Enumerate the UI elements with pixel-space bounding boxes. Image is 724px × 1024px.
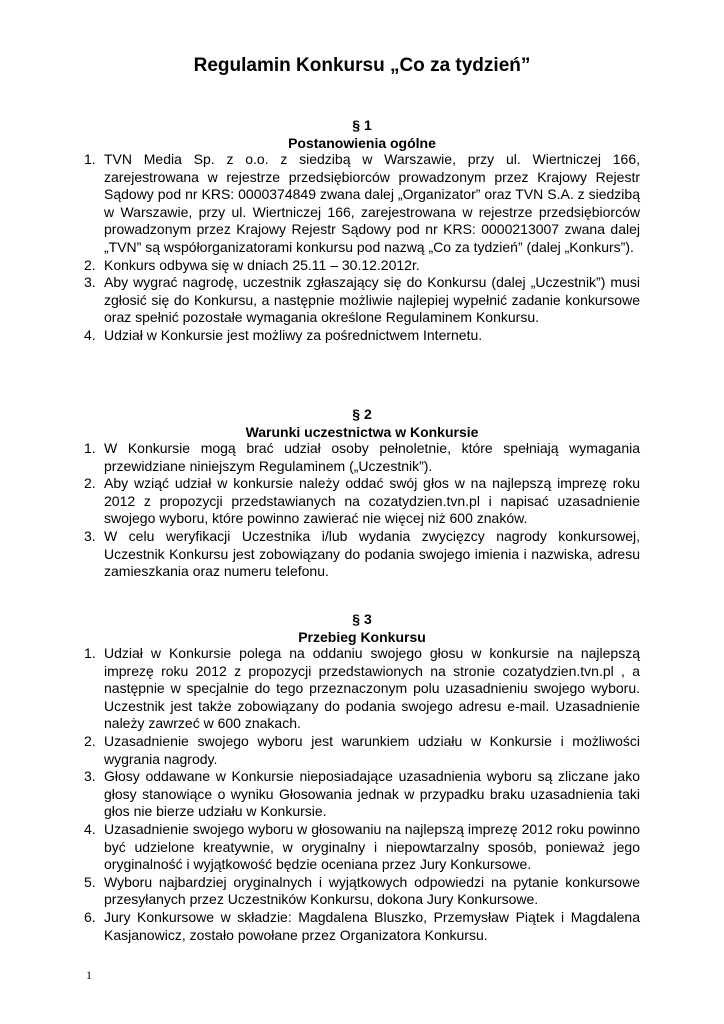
section-heading: Warunki uczestnictwa w Konkursie (245, 424, 479, 440)
item-text: Głosy oddawane w Konkursie nieposiadające uzasadnienia wyboru są zliczane jako głosy stanowiące o wyniku Głosowania jednak w przypadku braku uzasadnienia taki głos nie bierze udziału w Konkursie. (104, 768, 640, 820)
item-number: 2. (84, 475, 96, 492)
item-text: Jury Konkursowe w składzie: Magdalena Bluszko, Przemysław Piątek i Magdalena Kasjanowicz, zostało powołane przez Organizatora Konkursu. (104, 908, 640, 943)
item-number: 5. (84, 873, 96, 890)
item-text: TVN Media Sp. z o.o. z siedzibą w Warszawie, przy ul. Wiertniczej 166, zarejestrowana w rejestrze przedsiębiorców prowadzonym przez Krajowy Rejestr Sądowy pod nr KRS: 0000374849 zwana dalej „Organizator” oraz TVN S.A. z siedzibą w Warszawie, przy ul. Wiertniczej 166, zarejestrowana w rejestrze przedsiębiorców prowadzonym przez Krajowy Rejestr Sądowy pod nr KRS: 0000213007 zwana dalej „TVN” są współorganizatorami konkursu pod nazwą „Co za tydzień” (dalej „Konkurs”). (104, 151, 640, 255)
item-number: 4. (84, 820, 96, 837)
list-item (84, 257, 640, 275)
section-1-header (0, 116, 724, 152)
section-2-list (84, 440, 640, 581)
item-number: 1. (84, 645, 96, 661)
item-number: 6. (84, 908, 96, 925)
item-number: 2. (84, 732, 96, 749)
item-text: Uzasadnienie swojego wyboru w głosowaniu na najlepszą imprezę 2012 roku powinno być udzielone kreatywnie, w oryginalny i niepowtarzalny sposób, ponieważ jego oryginalność i wyjątkowość będzie oceniana przez Jury Konkursowe. (104, 820, 640, 873)
item-number: 3. (84, 768, 96, 785)
section-number: § 2 (352, 406, 372, 422)
list-item (84, 874, 640, 909)
list-item (84, 528, 640, 581)
item-text: W celu weryfikacji Uczestnika i/lub wydania zwycięzcy nagrody konkursowej, Uczestnik Konkursu jest zobowiązany do podania swojego imienia i nazwiska, adresu zamieszkania oraz numeru telefonu. (104, 527, 640, 580)
item-number: 1. (84, 151, 96, 167)
list-item (84, 274, 640, 327)
document-title: Regulamin Konkursu „Co za tydzień” (193, 55, 531, 76)
item-text: Udział w Konkursie polega na oddaniu swojego głosu w konkursie na najlepszą imprezę roku 2012 z propozycji przedstawionych na stronie cozatydzien.tvn.pl , a następnie w specjalnie do tego przeznaczonym polu uzasadnieniu swojego wyboru. Uczestnik jest także zobowiązany do podania swojego adresu e-mail. Uzasadnienie należy zawrzeć w 600 znakach. (104, 645, 640, 732)
item-number: 3. (84, 527, 96, 544)
item-text: Aby wziąć udział w konkursie należy oddać swój głos w na najlepszą imprezę roku 2012 z propozycji przedstawianych na cozatydzien.tvn.pl i napisać uzasadnienie swojego wyboru, które powinno zawierać nie więcej niż 600 znaków. (104, 475, 640, 527)
item-text: Aby wygrać nagrodę, uczestnik zgłaszający się do Konkursu (dalej „Uczestnik”) musi zgłosić się do Konkursu, a następnie możliwie najlepiej wypełnić zadanie konkursowe oraz spełnić pozostałe wymagania określone Regulaminem Konkursu. (104, 274, 640, 326)
section-heading: Przebieg Konkursu (298, 629, 426, 645)
list-item (84, 821, 640, 874)
item-number: 2. (84, 256, 96, 273)
item-text: Konkurs odbywa się w dniach 25.11 – 30.12.2012r. (104, 256, 420, 273)
item-text: Uzasadnienie swojego wyboru jest warunkiem udziału w Konkursie i możliwości wygrania nagrody. (104, 732, 640, 767)
list-item (84, 475, 640, 528)
item-text: Wyboru najbardziej oryginalnych i wyjątkowych odpowiedzi na pytanie konkursowe przesyłanych przez Uczestników Konkursu, dokona Jury Konkursowe. (104, 873, 640, 908)
item-number: 1. (84, 440, 96, 456)
list-item (84, 151, 640, 257)
section-number: § 3 (352, 611, 372, 627)
item-number: 4. (84, 326, 96, 343)
section-number: § 1 (352, 117, 372, 133)
section-heading: Postanowienia ogólne (288, 135, 436, 151)
page-number: 1 (86, 968, 92, 982)
list-item (84, 327, 640, 345)
list-item (84, 440, 640, 475)
item-number: 3. (84, 274, 96, 291)
list-item (84, 909, 640, 944)
item-text: Udział w Konkursie jest możliwy za pośrednictwem Internetu. (104, 326, 483, 343)
list-item (84, 733, 640, 768)
section-3-header (0, 610, 724, 646)
section-2-header (0, 405, 724, 441)
list-item (84, 768, 640, 821)
section-1-list (84, 151, 640, 345)
item-text: W Konkursie mogą brać udział osoby pełnoletnie, które spełniają wymagania przewidziane niniejszym Regulaminem („Uczestnik”). (104, 440, 640, 474)
section-3-list (84, 645, 640, 944)
list-item (84, 645, 640, 733)
